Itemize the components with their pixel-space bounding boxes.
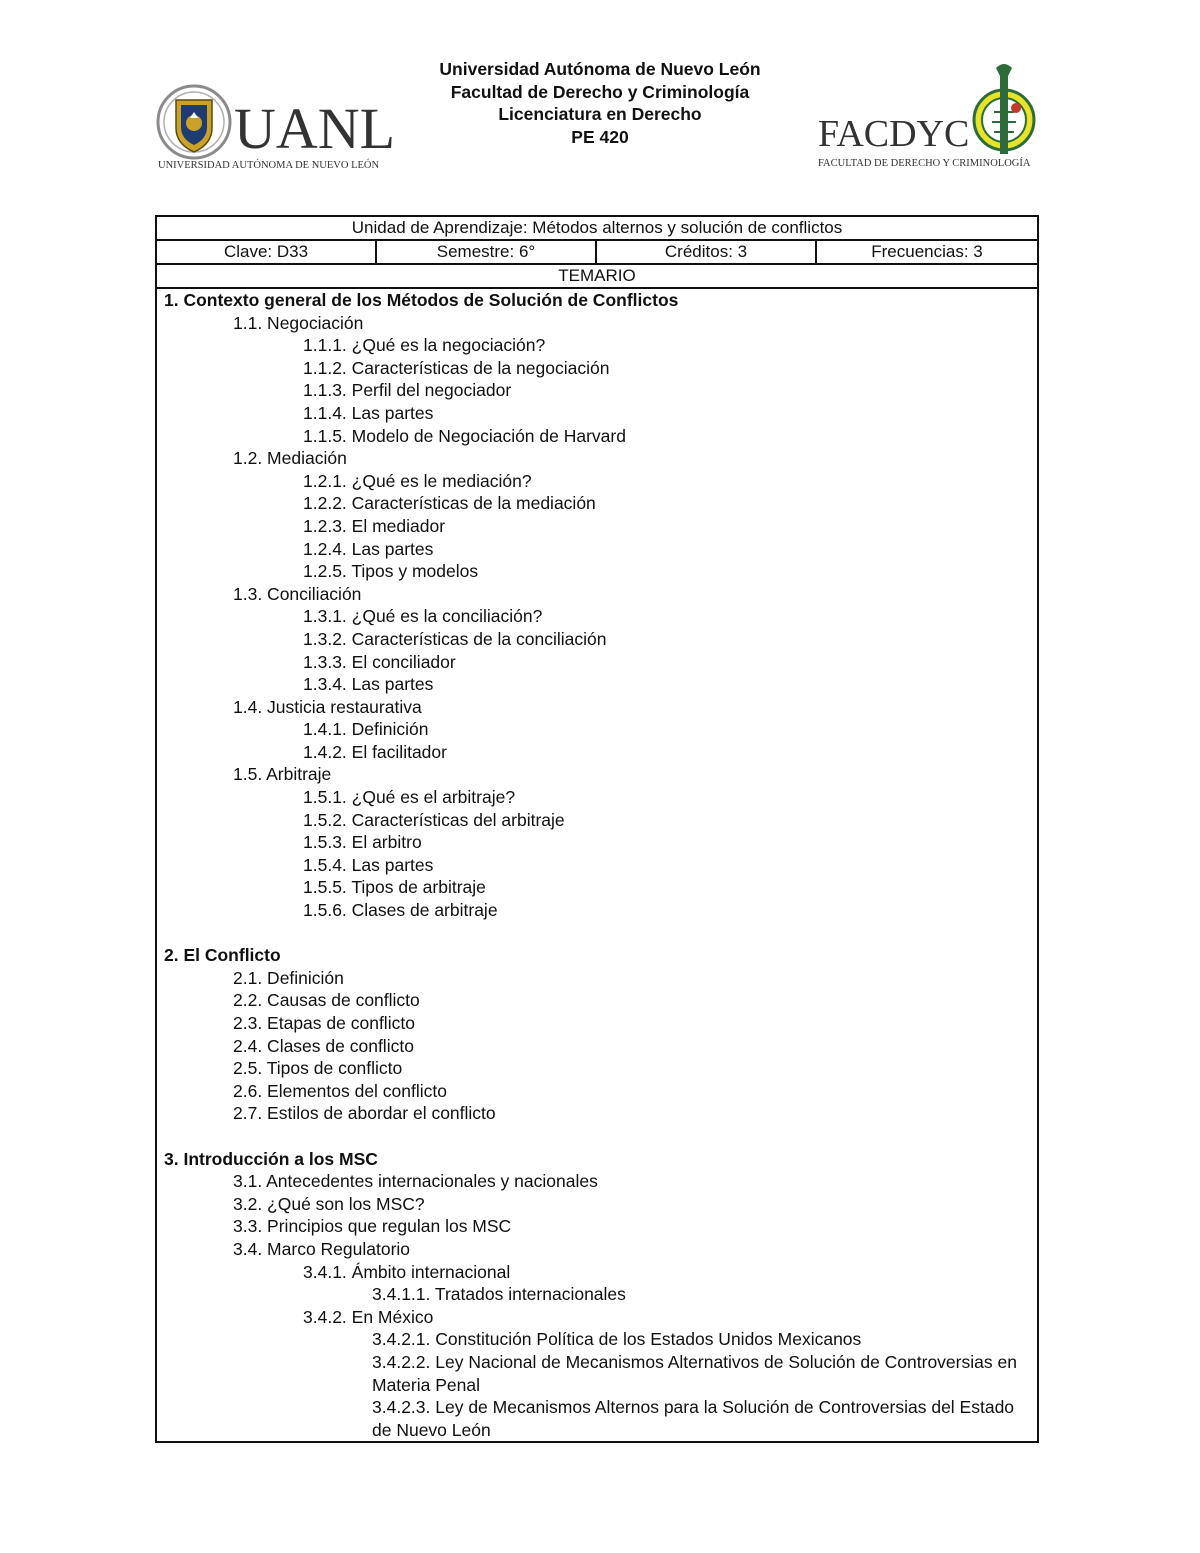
outline-item: 1.5.6. Clases de arbitraje bbox=[303, 900, 498, 921]
outline-item: 1.4.1. Definición bbox=[303, 719, 429, 740]
outline-item: 2.7. Estilos de abordar el conflicto bbox=[233, 1103, 496, 1124]
course-info-row bbox=[156, 240, 1038, 264]
outline-cell bbox=[156, 288, 1038, 1442]
course-frecuencias: Frecuencias: 3 bbox=[816, 240, 1038, 264]
facdyc-torch-icon bbox=[816, 62, 1038, 170]
outline-row bbox=[156, 288, 1038, 1442]
outline-item: 1.4.2. El facilitador bbox=[303, 741, 447, 762]
course-title-row bbox=[156, 216, 1038, 240]
syllabus-table bbox=[155, 215, 1039, 1443]
outline-item: 1.3.1. ¿Qué es la conciliación? bbox=[303, 606, 543, 627]
uanl-wordmark: UANL bbox=[234, 96, 396, 161]
outline-item: 3.4.2.1. Constitución Política de los Estados Unidos Mexicanos bbox=[372, 1329, 862, 1350]
uanl-subtitle: UNIVERSIDAD AUTÓNOMA DE NUEVO LEÓN bbox=[158, 160, 380, 171]
outline-item: 3.4. Marco Regulatorio bbox=[233, 1238, 411, 1259]
outline-item: 2.4. Clases de conflicto bbox=[233, 1035, 414, 1056]
outline-item: 3.4.2.3. Ley de Mecanismos Alternos para la Solución de Controversias del Estado de Nuevo León bbox=[372, 1397, 1015, 1440]
outline-item: 1.5. Arbitraje bbox=[233, 764, 332, 785]
outline-item: 1.5.3. El arbitro bbox=[303, 832, 422, 853]
outline-item: 2.3. Etapas de conflicto bbox=[233, 1013, 415, 1033]
outline-item: 3.4.2. En México bbox=[303, 1306, 434, 1327]
course-clave: Clave: D33 bbox=[156, 240, 376, 264]
outline-item: 1.2.1. ¿Qué es le mediación? bbox=[303, 470, 532, 491]
university-name: Universidad Autónoma de Nuevo León bbox=[439, 59, 761, 79]
outline-item: 1.3.3. El conciliador bbox=[303, 651, 456, 672]
outline-item: 1.1.2. Características de la negociación bbox=[303, 357, 610, 378]
uanl-shield-icon bbox=[156, 78, 406, 174]
outline-item: 1.1.3. Perfil del negociador bbox=[303, 380, 512, 401]
outline-item: 1.1.5. Modelo de Negociación de Harvard bbox=[303, 425, 626, 446]
facdyc-wordmark: FACDYC bbox=[818, 113, 970, 155]
outline-section-heading: 1. Contexto general de los Métodos de Solución de Conflictos bbox=[164, 290, 679, 310]
faculty-name: Facultad de Derecho y Criminología bbox=[450, 81, 750, 102]
outline-item: 2.6. Elementos del conflicto bbox=[233, 1080, 448, 1101]
outline-item: 1.5.1. ¿Qué es el arbitraje? bbox=[303, 787, 516, 808]
outline-item: 2.2. Causas de conflicto bbox=[233, 990, 420, 1011]
document-header bbox=[380, 58, 820, 148]
outline-spacer bbox=[157, 1125, 1037, 1148]
outline-item: 1.2.4. Las partes bbox=[303, 538, 434, 559]
outline-item: 2.1. Definición bbox=[233, 967, 344, 988]
outline-item: 1.2.3. El mediador bbox=[303, 515, 446, 536]
outline-item: 2.5. Tipos de conflicto bbox=[233, 1058, 403, 1079]
outline-item: 1.3. Conciliación bbox=[233, 583, 362, 604]
course-semestre: Semestre: 6° bbox=[376, 240, 596, 264]
outline-item: 3.3. Principios que regulan los MSC bbox=[233, 1216, 512, 1237]
outline-section-heading: 2. El Conflicto bbox=[164, 945, 281, 966]
outline-item: 1.5.4. Las partes bbox=[303, 854, 434, 875]
course-creditos: Créditos: 3 bbox=[596, 240, 816, 264]
outline-item: 3.2. ¿Qué son los MSC? bbox=[233, 1193, 425, 1214]
outline-item: 1.1.4. Las partes bbox=[303, 402, 434, 423]
uanl-logo bbox=[156, 78, 406, 174]
outline-item: 1.5.5. Tipos de arbitraje bbox=[303, 877, 486, 898]
outline-item: 1.2.2. Características de la mediación bbox=[303, 493, 596, 514]
outline-item: 1.1. Negociación bbox=[233, 312, 364, 333]
facdyc-subtitle: FACULTAD DE DERECHO Y CRIMINOLOGÍA bbox=[818, 158, 1031, 169]
temario-heading: TEMARIO bbox=[156, 264, 1038, 288]
outline-item: 1.3.2. Características de la conciliación bbox=[303, 628, 607, 649]
topic-outline bbox=[157, 289, 1037, 1441]
temario-row bbox=[156, 264, 1038, 288]
outline-item: 1.2.5. Tipos y modelos bbox=[303, 561, 479, 582]
outline-item: 1.5.2. Características del arbitraje bbox=[303, 809, 565, 830]
outline-item: 3.4.1.1. Tratados internacionales bbox=[372, 1284, 626, 1305]
facdyc-logo bbox=[816, 62, 1038, 170]
program-code: PE 420 bbox=[571, 126, 629, 147]
outline-item: 1.1.1. ¿Qué es la negociación? bbox=[303, 335, 546, 356]
program-name: Licenciatura en Derecho bbox=[498, 104, 702, 124]
outline-section-heading: 3. Introducción a los MSC bbox=[164, 1148, 378, 1169]
outline-spacer bbox=[157, 922, 1037, 945]
outline-item: 3.4.1. Ámbito internacional bbox=[303, 1261, 511, 1282]
outline-item: 1.4. Justicia restaurativa bbox=[233, 696, 422, 717]
outline-item: 3.1. Antecedentes internacionales y nacionales bbox=[233, 1171, 598, 1192]
outline-item: 1.2. Mediación bbox=[233, 448, 347, 469]
outline-item: 3.4.2.2. Ley Nacional de Mecanismos Alternativos de Solución de Controversias en Materia Penal bbox=[372, 1351, 1017, 1395]
course-title: Unidad de Aprendizaje: Métodos alternos y solución de conflictos bbox=[156, 216, 1038, 240]
outline-item: 1.3.4. Las partes bbox=[303, 674, 434, 695]
